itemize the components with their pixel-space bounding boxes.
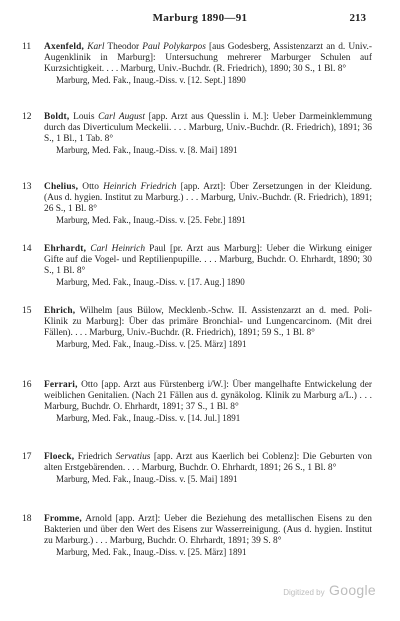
- entry-dissertation-note: Marburg, Med. Fak., Inaug.-Diss. v. [25. März] 1891: [56, 339, 247, 349]
- entry-dissertation-note: Marburg, Med. Fak., Inaug.-Diss. v. [8. Mai] 1891: [56, 145, 238, 155]
- entry-citation: [44, 112, 372, 145]
- author-surname: Ehrich,: [44, 306, 76, 316]
- author-forename: Otto: [77, 380, 102, 390]
- watermark-prefix: Digitized by: [283, 588, 325, 597]
- running-title: Marburg 1890—91: [152, 12, 248, 24]
- entry-dissertation-note: Marburg, Med. Fak., Inaug.-Diss. v. [25. Febr.] 1891: [56, 215, 246, 225]
- author-surname: Floeck,: [44, 452, 75, 462]
- author-surname: Chelius,: [44, 182, 79, 192]
- entry-dissertation-note: Marburg, Med. Fak., Inaug.-Diss. v. [5. Mai] 1891: [56, 474, 238, 484]
- entry-text: [app. Arzt aus Quesslin i. M.]: Ueber Darmeinklemmung durch das Diverticulum Meckelii. . . . Marburg, Univ.-Buchdr. (R. Friedrich), 1891; 36 S., 1 Bl., 1 Tab. 8°: [44, 112, 372, 144]
- author-forename: Otto: [78, 182, 104, 192]
- author-forename: Louis: [69, 112, 99, 122]
- bibliography-entry: [22, 306, 372, 350]
- author-forename-italic: Carl Heinrich: [90, 244, 146, 254]
- entry-text: [aus Bülow, Mecklenb.-Schw. II. Assistenzarzt an d. med. Poli-Klinik zu Marburg]: Über das primäre Bronchial- und Lungencarcinom. (Mit drei Fällen). . . . Marburg, Univ.-Buchdr. (R. Friedrich), 1891; 59 S., 1 Bl. 8°: [44, 306, 372, 338]
- entry-citation: [44, 182, 372, 215]
- entry-number: 18: [22, 514, 32, 524]
- author-forename-italic: Karl: [87, 42, 105, 52]
- author-forename-italic: Carl August: [98, 112, 145, 122]
- author-surname: Fromme,: [44, 514, 82, 524]
- google-watermark: [283, 582, 376, 600]
- author-surname: Boldt,: [44, 112, 70, 122]
- author-surname: Ehrhardt,: [44, 244, 87, 254]
- author-forename: Wilhelm: [75, 306, 117, 316]
- bibliography-entry: [22, 514, 372, 558]
- entry-citation: [44, 452, 372, 474]
- author-forename: Arnold: [81, 514, 116, 524]
- entry-citation: [44, 380, 372, 413]
- page-header: [0, 12, 400, 26]
- entry-number: 14: [22, 244, 32, 254]
- entry-dissertation-note: Marburg, Med. Fak., Inaug.-Diss. v. [17. Aug.] 1890: [56, 277, 245, 287]
- entry-number: 12: [22, 112, 32, 122]
- bibliography-entry: [22, 380, 372, 424]
- entry-number: 16: [22, 380, 32, 390]
- author-surname: Axenfeld,: [44, 42, 85, 52]
- author-forename-italic: Servatius: [115, 452, 151, 462]
- author-forename: Theodor: [104, 42, 143, 52]
- entry-citation: [44, 306, 372, 339]
- bibliography-entry: [22, 182, 372, 226]
- entry-text: [app. Arzt aus Kaerlich bei Coblenz]: Die Geburten von alten Erstgebärenden. . . . Marburg, Buchdr. O. Ehrhardt, 1891; 26 S., 1 Bl. 8°: [44, 452, 372, 473]
- entry-citation: [44, 514, 372, 547]
- bibliography-entry: [22, 112, 372, 156]
- google-logo: Google: [329, 582, 376, 598]
- entry-citation: [44, 244, 372, 277]
- entry-number: 13: [22, 182, 32, 192]
- entry-number: 17: [22, 452, 32, 462]
- entry-text: [aus Godesberg, Assistenzarzt an d. Univ.-Augenklinik in Marburg]: Untersuchung mehrerer Marburger Schulen auf Kurzsichtigkeit. . . . Marburg, Univ.-Buchdr. (R. Friedrich), 1890; 30 S., 1 Bl. 8°: [44, 42, 372, 74]
- entry-text: [app. Arzt aus Fürstenberg i/W.]: Über mangelhafte Entwickelung der weiblichen Genitalien. (Nach 21 Fällen aus d. gynäkolog. Klinik zu Marburg a/L.) . . . Marburg, Buchdr. O. Ehrhardt, 1891; 37 S., 1 Bl. 8°: [44, 380, 372, 412]
- entry-number: 11: [22, 42, 32, 52]
- entry-text: Paul [pr. Arzt aus Marburg]: Ueber die Wirkung einiger Gifte auf die Vogel- und Reptilienpupille. . . . Marburg, Buchdr. O. Ehrhardt, 1890; 30 S., 1 Bl. 8°: [44, 244, 372, 276]
- entry-dissertation-note: Marburg, Med. Fak., Inaug.-Diss. v. [12. Sept.] 1890: [56, 75, 246, 85]
- page-number: 213: [349, 12, 366, 24]
- author-surname: Ferrari,: [44, 380, 78, 390]
- author-forename: Friedrich: [74, 452, 116, 462]
- entry-text: [app. Arzt]: Ueber die Beziehung des metallischen Eisens zu den Bakterien und über den Wert des Eisens zur Wasserreinigung. (Aus d. hygien. Institut zu Marburg.) . . . Marburg, Buchdr. O. Ehrhardt, 1891; 39 S. 8°: [44, 514, 372, 546]
- author-forename-italic: Heinrich Friedrich: [103, 182, 177, 192]
- bibliography-entry: [22, 42, 372, 86]
- bibliography-entry: [22, 244, 372, 288]
- entry-dissertation-note: Marburg, Med. Fak., Inaug.-Diss. v. [14. Jul.] 1891: [56, 413, 241, 423]
- entry-text: [app. Arzt]: Über Zersetzungen in der Kleidung. (Aus d. hygien. Institut zu Marburg.) . . . Marburg, Univ.-Buchdr. (R. Friedrich), 1891; 26 S., 1 Bl. 8°: [44, 182, 372, 214]
- entry-dissertation-note: Marburg, Med. Fak., Inaug.-Diss. v. [25. März] 1891: [56, 547, 247, 557]
- bibliography-entry: [22, 452, 372, 485]
- entry-number: 15: [22, 306, 32, 316]
- entry-citation: [44, 42, 372, 75]
- author-forename-italic: Paul Polykarpos: [142, 42, 206, 52]
